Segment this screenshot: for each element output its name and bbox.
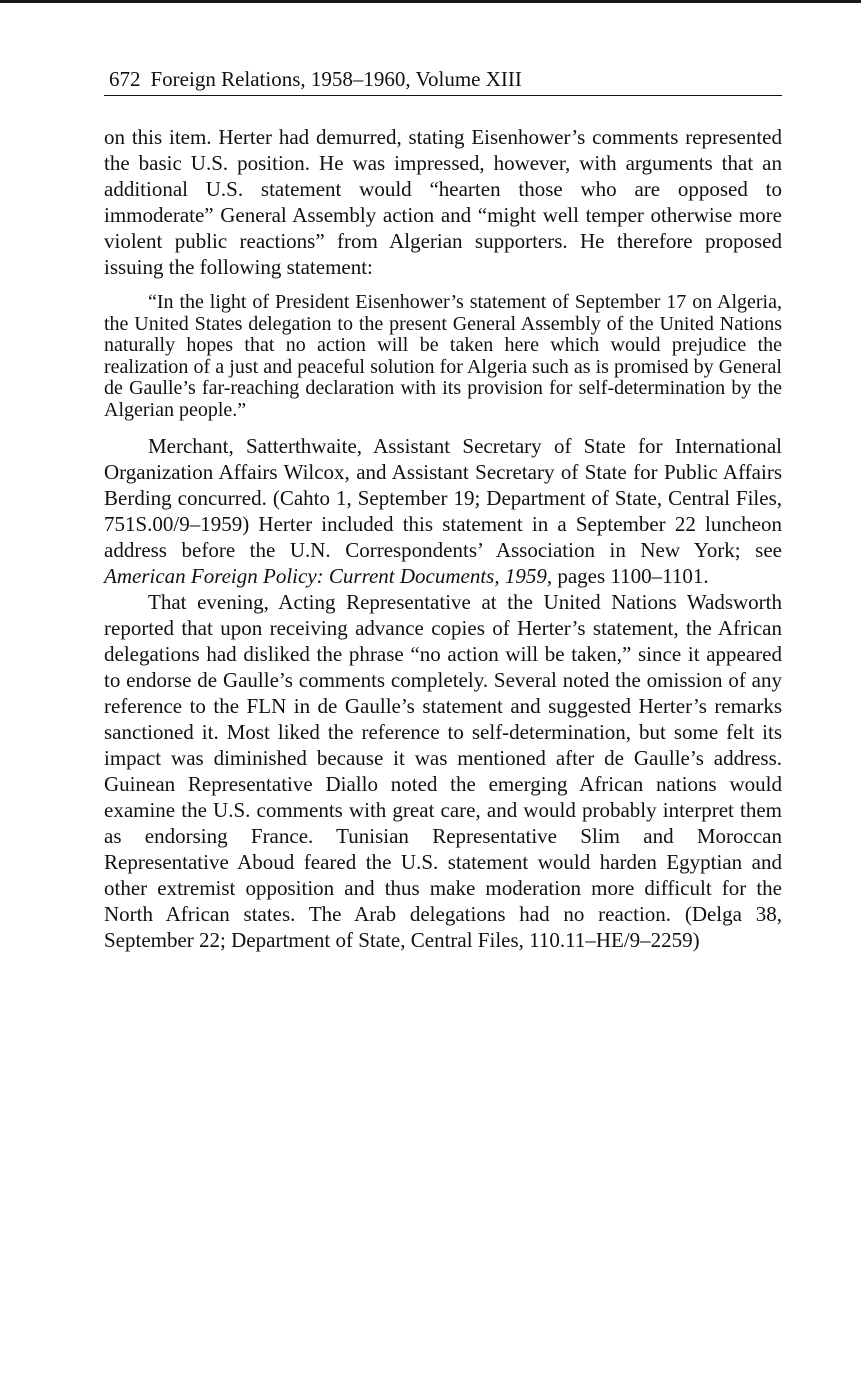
paragraph-merchant (104, 433, 782, 589)
paragraph-evening: That evening, Acting Representative at the United Nations Wadsworth reported that upon receiving advance copies of Herter’s statement, the African delegations had disliked the phrase “no action will be taken,” since it appeared to endorse de Gaulle’s comments completely. Several noted the omission of any reference to the FLN in de Gaulle’s statement and suggested Herter’s remarks sanctioned it. Most liked the reference to self-determination, but some felt its impact was diminished because it was mentioned after de Gaulle’s address. Guinean Representative Diallo noted the emerging African nations would examine the U.S. comments with great care, and would probably interpret them as endorsing France. Tunisian Representative Slim and Moroccan Representative Aboud feared the U.S. statement would harden Egyptian and other extremist opposition and thus make moderation more difficult for the North African states. The Arab delegations had no reaction. (Delga 38, September 22; Department of State, Central Files, 110.11–HE/9–2259) (104, 590, 782, 952)
paragraph-merchant-text: Merchant, Satterthwaite, Assistant Secretary of State for International Organization Affairs Wilcox, and Assistant Secretary of State for Public Affairs Berding concurred. (Cahto 1, September 19; Department of State, Central Files, 751S.00/9–1959) Herter included this statement in a September 22 luncheon address before the U.N. Correspondents’ Association in New York; see (104, 434, 782, 562)
scan-top-edge (0, 0, 861, 3)
running-head-title: Foreign Relations, 1958–1960, Volume XIII (150, 67, 522, 91)
citation-pages: pages 1100–1101. (552, 564, 709, 588)
page-number: 672 (109, 67, 141, 91)
paragraph-continued: on this item. Herter had demurred, stating Eisenhower’s comments represented the basic U.S. position. He was impressed, however, with arguments that an additional U.S. statement would “hearten those who are opposed to immoderate” General Assembly action and “might well temper otherwise more violent public reactions” from Algerian supporters. He therefore proposed issuing the following statement: (104, 125, 782, 279)
document-page (104, 66, 782, 953)
body-text (104, 124, 782, 953)
running-head (104, 66, 782, 96)
block-quote-statement: “In the light of President Eisenhower’s statement of September 17 on Algeria, the United States delegation to the present General Assembly of the United Nations naturally hopes that no action will be taken here which would prejudice the realization of a just and peaceful solution for Algeria such as is promised by General de Gaulle’s far-reaching declaration with its provision for self-determination by the Algerian people.” (104, 291, 782, 421)
citation-title: American Foreign Policy: Current Documents, 1959, (104, 564, 553, 588)
